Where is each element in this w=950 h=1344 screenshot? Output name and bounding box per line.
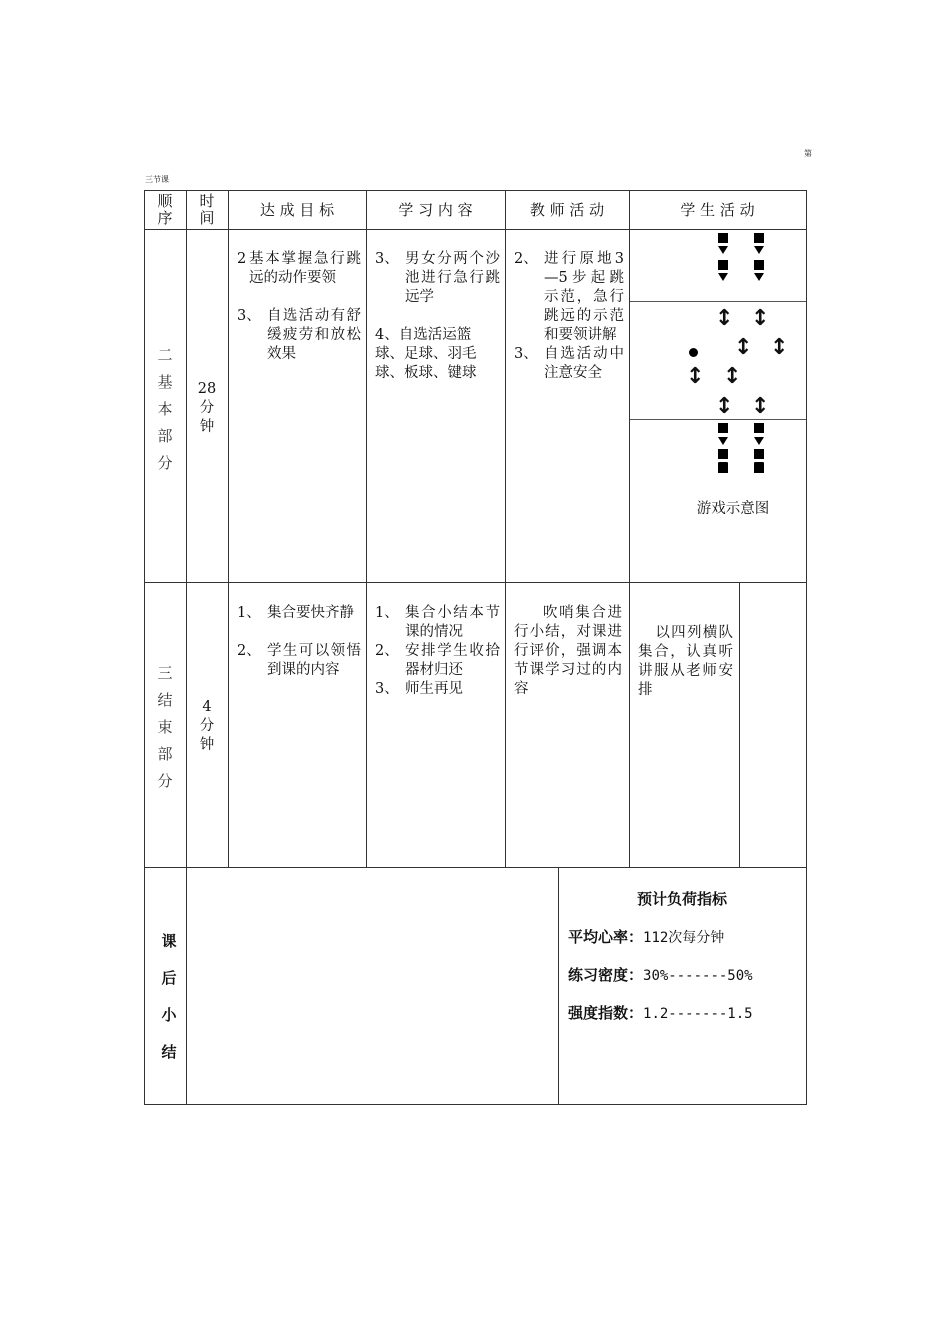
load-title: 预计负荷指标 <box>636 890 727 908</box>
teacher-dot-icon <box>689 348 698 357</box>
basic-time: 28 分 钟 <box>197 381 217 435</box>
list-item: 2、 学生可以领悟到课的内容 <box>237 643 361 678</box>
list-item: 3、 自选活动有舒缓疲劳和放松效果 <box>237 308 361 362</box>
up-down-arrow-icon: ↕ <box>715 394 734 419</box>
student-square-icon <box>754 233 764 243</box>
student-square-icon <box>718 449 728 459</box>
student-square-icon <box>754 463 764 473</box>
up-down-arrow-icon: ↕ <box>734 335 753 360</box>
student-square-icon <box>754 260 764 270</box>
intensity-index: 强度指数：1.2-------1.5 <box>568 1004 753 1022</box>
basic-goals <box>237 250 361 383</box>
ending-student: 以四列横队集合，认真听讲服从老师安排 <box>638 625 733 698</box>
basic-content <box>375 250 500 402</box>
direction-triangle-icon <box>718 246 728 254</box>
ending-time: 4 分 钟 <box>199 699 215 753</box>
up-down-arrow-icon: ↕ <box>770 335 789 360</box>
up-down-arrow-icon: ↕ <box>723 364 742 389</box>
direction-triangle-icon <box>754 246 764 254</box>
list-item: 4、自选活运篮球、足球、羽毛球、板球、键球 <box>375 327 477 381</box>
list-item: 3、 师生再见 <box>375 681 463 697</box>
student-square-icon <box>718 463 728 473</box>
up-down-arrow-icon: ↕ <box>686 364 705 389</box>
list-item: 2 基本掌握急行跳远的动作要领 <box>237 251 361 286</box>
direction-triangle-icon <box>754 273 764 281</box>
heart-rate: 平均心率：112次每分钟 <box>568 928 725 946</box>
direction-triangle-icon <box>754 437 764 445</box>
ending-teacher: 吹哨集合进行小结，对课进行评价，强调本节课学习过的内容 <box>514 605 622 697</box>
direction-triangle-icon <box>718 273 728 281</box>
header-order: 顺 序 <box>157 192 173 227</box>
ending-goals <box>237 604 361 699</box>
list-item: 2、 进行原地3—5步起跳示范，急行跳远的示范和要领讲解 <box>514 251 624 343</box>
header-goals: 达 成 目 标 <box>259 201 335 219</box>
summary-label: 课 后 小 结 <box>161 932 177 1061</box>
practice-density: 练习密度：30%-------50% <box>568 966 753 984</box>
list-item: 3、 自选活动中注意安全 <box>514 346 624 381</box>
student-square-icon <box>754 449 764 459</box>
summary-notes-area <box>186 868 558 1104</box>
lesson-subtitle: 三节课 <box>145 175 169 184</box>
student-square-icon <box>718 233 728 243</box>
ending-section-label: 三 结 束 部 分 <box>157 664 173 790</box>
list-item: 3、 男女分两个沙池进行急行跳远学 <box>375 251 500 305</box>
student-square-icon <box>718 423 728 433</box>
header-student: 学 生 活 动 <box>680 201 755 219</box>
basic-section-label: 二 基 本 部 分 <box>157 346 173 472</box>
list-item: 1、 集合要快齐静 <box>237 605 354 621</box>
up-down-arrow-icon: ↕ <box>715 306 734 331</box>
list-item: 2、 安排学生收拾器材归还 <box>375 643 500 678</box>
basic-teacher <box>514 250 624 383</box>
header-teacher: 教 师 活 动 <box>529 201 605 219</box>
list-item: 1、 集合小结本节课的情况 <box>375 605 500 640</box>
diagram-caption: 游戏示意图 <box>696 501 770 517</box>
up-down-arrow-icon: ↕ <box>751 394 770 419</box>
ending-content <box>375 604 500 699</box>
header-content: 学 习 内 容 <box>398 201 473 219</box>
student-square-icon <box>754 423 764 433</box>
page-mark: 第 <box>804 149 812 158</box>
student-square-icon <box>718 260 728 270</box>
direction-triangle-icon <box>718 437 728 445</box>
up-down-arrow-icon: ↕ <box>751 306 770 331</box>
header-time: 时 间 <box>199 192 215 227</box>
